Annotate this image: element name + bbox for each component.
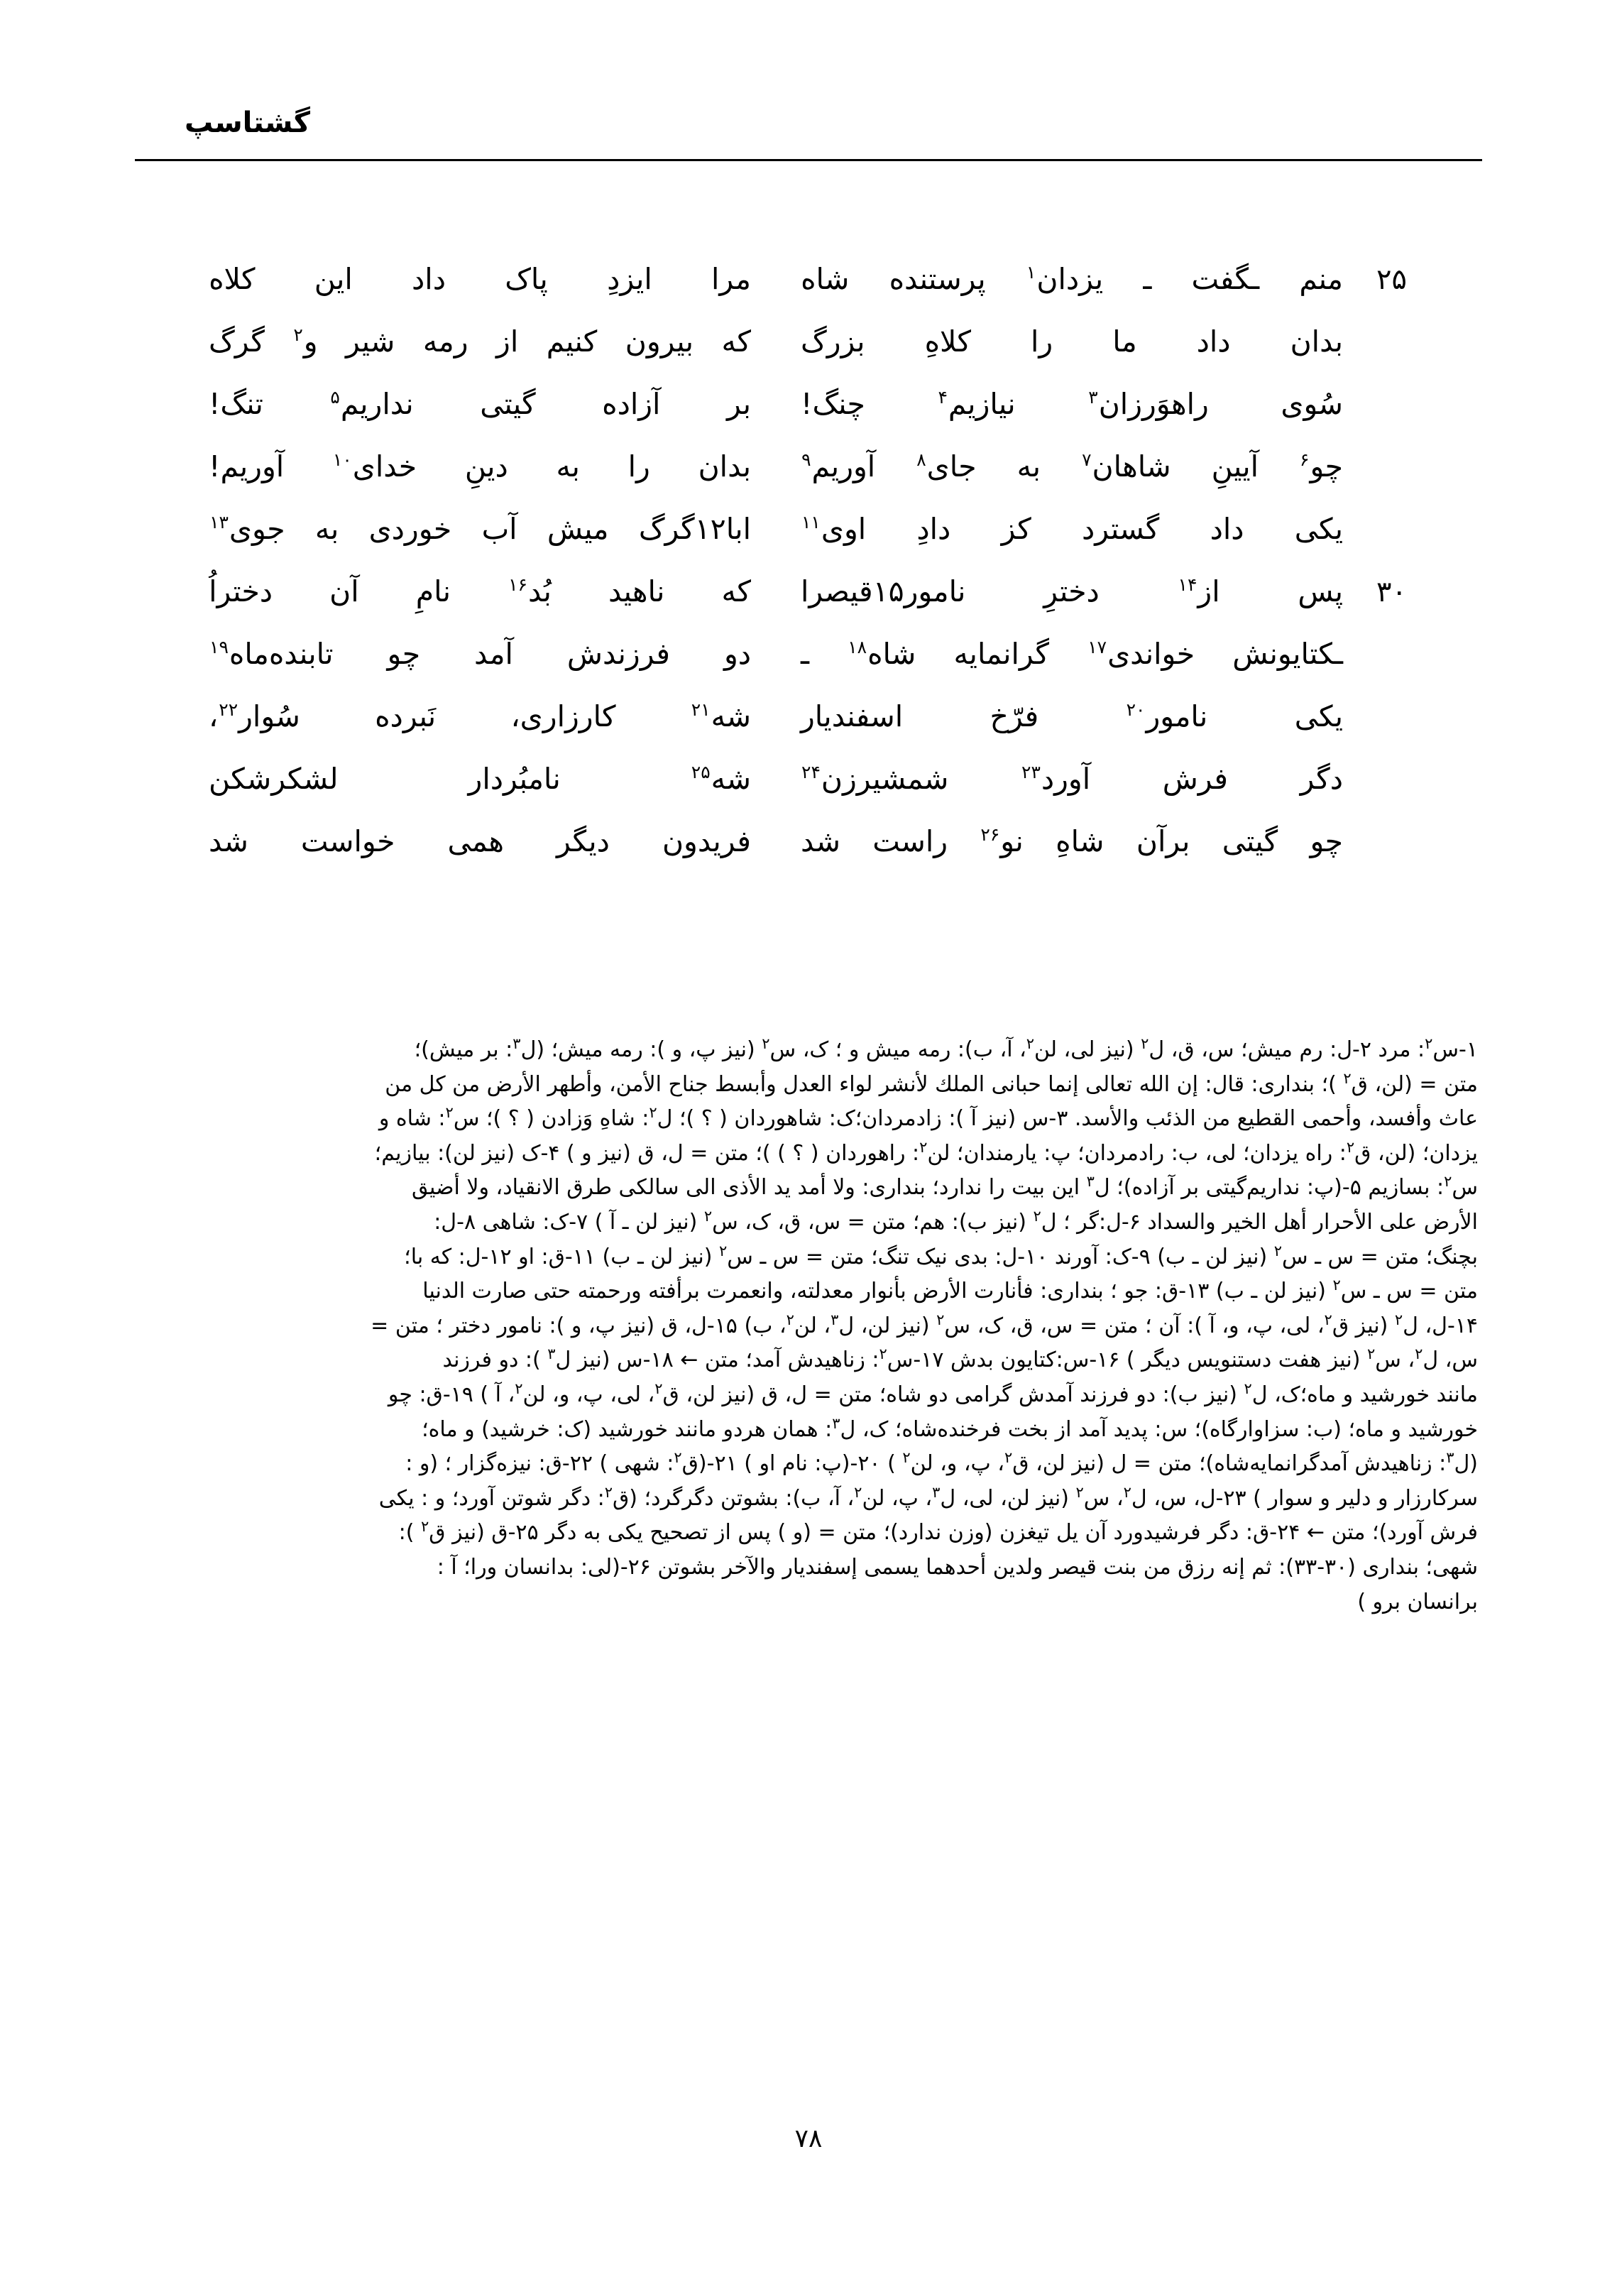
- apparatus-line: س، ل$^۲$، س$^۲$ (نیز هفت دستنویس دیگر ) ۱۶-س:کتایون بدش ۱۷-س$^۲$: زناهیدش آمد؛ متن ← ۱۸-س (نیز ل$^۳$ ): دو فرزند: [442, 1345, 1478, 1373]
- verse-line: [206, 575, 1411, 638]
- verse-word: یکی: [1294, 512, 1343, 546]
- verse-word: شاهِ: [1056, 824, 1105, 858]
- verse-word: یکی: [1294, 699, 1343, 733]
- verse-word: از: [496, 324, 519, 359]
- verse-word: دینِ: [464, 449, 508, 483]
- verse-line: [206, 388, 1411, 450]
- verse-word: گیتی: [1222, 824, 1278, 858]
- siglum-superscript: ۳: [547, 1345, 556, 1363]
- verse-word: شاهان$^۷$: [1082, 449, 1171, 483]
- verse-word: که: [721, 574, 751, 608]
- verse-word: برآن: [1136, 824, 1190, 858]
- siglum-superscript: ۳: [1086, 1173, 1095, 1191]
- verse-word: شاه: [801, 262, 850, 296]
- siglum-superscript: ۲: [902, 1449, 911, 1467]
- folio-number: ۷۸: [794, 2124, 823, 2153]
- siglum-superscript: ۳: [1446, 1449, 1454, 1467]
- hemistich-second: [206, 762, 758, 796]
- siglum-superscript: ۳: [831, 1311, 839, 1328]
- siglum-superscript: ۲: [1343, 1069, 1352, 1087]
- verse-word: آزاده: [602, 387, 661, 421]
- hemistich-second: [206, 325, 758, 359]
- verse-line: [206, 762, 1411, 825]
- verse-word: شمشیرزن$^{۲۴}$: [801, 762, 949, 796]
- verse-word: جای$^۸$: [916, 449, 977, 483]
- note-marker: ۱۰: [332, 449, 352, 471]
- hemistich-second: [206, 825, 758, 858]
- verse-word: شه$^{۲۱}$: [691, 699, 751, 733]
- verse-word: آن: [329, 574, 359, 608]
- verse-line: [206, 825, 1411, 887]
- apparatus-line: (ل$^۳$: زناهیدش آمدگرانمایه‌شاه)؛ متن = ل (نیز لن، ق$^۲$، پ، و، لن$^۲$ ) ۲۰-(پ: نام او ) ۲۱-(ق$^۲$: شهی ) ۲۲-ق: نیزه‌گزار ؛ (و :: [405, 1449, 1478, 1477]
- hemistich-first: [758, 388, 1346, 421]
- verse-word: تابنده‌ماه$^{۱۹}$: [209, 637, 334, 671]
- note-marker: ۲۳: [1021, 762, 1041, 783]
- hemistich-first: [758, 513, 1346, 546]
- siglum-superscript: ۲: [1033, 1207, 1041, 1225]
- apparatus-line: ۱-س$^۲$: مرد ۲-ل: رم میش؛ س، ق، ل$^۲$ (نیز لی، لن$^۲$، آ، ب): رمه میش و ؛ ک، س$^۲$ (نیز پ، و ): رمه میش؛ (ل$^۳$: بر میش)؛: [414, 1035, 1478, 1062]
- hemistich-second: [206, 513, 758, 546]
- verse-word: نیازیم$^۴$: [938, 387, 1016, 421]
- verse-word: گیتی: [480, 387, 536, 421]
- siglum-superscript: ۲: [1366, 1345, 1376, 1363]
- running-head-title: گشتاسپ: [185, 106, 310, 139]
- hemistich-first: [758, 638, 1346, 671]
- note-marker: ۱۴: [1178, 574, 1197, 596]
- note-marker: ۱۶: [508, 574, 527, 596]
- verse-word: اوی$^{۱۱}$: [801, 512, 867, 546]
- verse-word: چو: [387, 637, 421, 671]
- hemistich-first: [758, 762, 1346, 796]
- siglum-superscript: ۲: [445, 1104, 454, 1122]
- apparatus-line: س$^۲$: بسازیم ۵-(پ: نداریم‌گیتی بر آزاده)؛ ل$^۳$ این بیت را ندارد؛ بنداری: ولا أمد ید الأذى الى سالكى طرق الانقیاد، ولا أضیق: [411, 1173, 1478, 1201]
- verse-word: را: [627, 449, 650, 483]
- verse-word: تنگ!: [209, 387, 263, 421]
- verse-number: ۳۰: [1376, 576, 1407, 608]
- verse-word: راهوَرزان$^۳$: [1088, 387, 1209, 421]
- verse-word: ابا۱۲گرگ: [638, 512, 751, 546]
- hemistich-second: [206, 700, 758, 733]
- verse-word: آورد$^{۲۳}$: [1021, 762, 1091, 796]
- verse-word: فرّخ: [990, 699, 1039, 733]
- note-marker: ۳: [1088, 387, 1098, 408]
- note-marker: ۲۰: [1126, 699, 1146, 721]
- siglum-superscript: ۲: [654, 1379, 663, 1397]
- verse-word: بیرون: [625, 324, 694, 359]
- verse-word: شاه$^{۱۸}$: [848, 637, 916, 671]
- verse-word: خدای$^{۱۰}$: [332, 449, 417, 483]
- hemistich-second: [206, 263, 758, 296]
- siglum-superscript: ۳: [932, 1483, 941, 1501]
- note-marker: ۱۷: [1087, 637, 1107, 658]
- verse-line: [206, 450, 1411, 513]
- verse-word: سُوی: [1281, 387, 1343, 421]
- hemistich-second: [206, 388, 758, 421]
- verse-word: نامور$^{۲۰}$: [1126, 699, 1208, 733]
- verse-word: چنگ!: [801, 387, 865, 421]
- verse-word: شد: [209, 824, 248, 858]
- verse-word: بدان: [698, 449, 751, 483]
- verse-word: پس: [1298, 574, 1343, 608]
- verse-line: [206, 638, 1411, 700]
- verse-word: به: [556, 449, 580, 483]
- verse-word: فریدون: [662, 824, 751, 858]
- siglum-superscript: ۲: [421, 1518, 429, 1536]
- verse-word: شه$^{۲۵}$: [691, 762, 751, 796]
- verse-word: دیگر: [556, 824, 610, 858]
- hemistich-first: [758, 325, 1346, 359]
- verse-word: بر: [726, 387, 751, 421]
- verse-word: کز: [1001, 512, 1031, 546]
- verse-word: چو$^۶$: [1300, 449, 1343, 483]
- hemistich-first: [758, 575, 1346, 608]
- siglum-superscript: ۲: [703, 1207, 713, 1225]
- header-divider: [135, 159, 1482, 161]
- apparatus-line: خورشید و ماه؛ (ب: سزاوارگاه)؛ س: پدید آمد از بخت فرخنده‌شاه؛ ک، ل$^۳$: همان هردو مانند خورشید (ک: خرشید) و ماه؛: [422, 1414, 1478, 1442]
- note-marker: ۲۶: [980, 824, 1000, 846]
- verse-word: نامور۱۵قیصرا: [801, 574, 966, 608]
- siglum-superscript: ۲: [1415, 1345, 1423, 1363]
- apparatus-line: مانند خورشید و ماه؛ک، ل$^۲$ (نیز ب): دو فرزند آمدش گرامی دو شاه؛ متن = ل، ق (نیز لن، ق$^۲$، لی، پ، و، لن$^۲$، آ ) ۱۹-ق: چو: [388, 1379, 1478, 1407]
- note-marker: ۲: [293, 324, 303, 346]
- verse-block: [206, 263, 1411, 887]
- verse-word: پرستنده: [889, 262, 986, 296]
- hemistich-second: [206, 638, 758, 671]
- verse-word: گرگ: [209, 324, 265, 359]
- apparatus-line: برانسان برو ): [1357, 1589, 1478, 1614]
- verse-word: آب: [481, 512, 517, 546]
- note-marker: ۶: [1300, 449, 1310, 471]
- verse-word: آوریم$^۹$: [801, 449, 876, 483]
- verse-word: دادِ: [916, 512, 951, 546]
- verse-word: کلاهِ: [924, 324, 972, 359]
- siglum-superscript: ۲: [719, 1242, 728, 1259]
- apparatus-line: عاث وأفسد، وأحمى القطيع من الذئب والأسد. ۳-س (نیز آ ): زادمردان؛ک: شاهوردان ( ؟ )؛ ل$^۲$: شاهِ وَزادن ( ؟ )؛ س$^۲$: شاه و: [378, 1104, 1478, 1132]
- siglum-superscript: ۳: [832, 1414, 840, 1432]
- verse-word: کارزاری،: [510, 699, 616, 733]
- verse-word: نامِ: [415, 574, 451, 608]
- note-marker: ۱۸: [848, 637, 867, 658]
- verse-word: دخترِ: [1043, 574, 1100, 608]
- verse-word: رمه: [422, 324, 468, 359]
- apparatus-line: الأرض على الأحرار أهل الخیر والسداد ۶-ل:گر ؛ ل$^۲$ (نیز ب): هم؛ متن = س، ق، ک، س$^۲$ (نیز لن ـ آ ) ۷-ک: شاهی ۸-ل:: [434, 1207, 1478, 1235]
- verse-word: یزدان$^۱$: [1026, 262, 1104, 296]
- verse-word: چو: [1310, 824, 1343, 858]
- verse-word: خوردی: [368, 512, 452, 546]
- siglum-superscript: ۲: [1004, 1449, 1013, 1467]
- verse-word: داد: [412, 262, 446, 296]
- siglum-superscript: ۲: [1324, 1311, 1332, 1328]
- verse-word: دختراُ: [209, 574, 273, 608]
- verse-word: ناهید: [608, 574, 665, 608]
- siglum-superscript: ۲: [649, 1104, 657, 1122]
- note-marker: ۵: [330, 387, 340, 408]
- verse-word: سُوار$^{۲۲}$،: [209, 699, 300, 733]
- verse-word: از$^{۱۴}$: [1178, 574, 1220, 608]
- verse-word: بزرگ: [801, 324, 865, 359]
- note-marker: ۴: [938, 387, 948, 408]
- verse-word: دو: [723, 637, 751, 671]
- verse-word: پاک: [505, 262, 548, 296]
- siglum-superscript: ۲: [786, 1311, 794, 1328]
- note-marker: ۲۵: [691, 762, 711, 783]
- verse-word: این: [314, 262, 353, 296]
- siglum-superscript: ۲: [1075, 1483, 1084, 1501]
- verse-word: را: [1031, 324, 1053, 359]
- verse-word: ـ: [801, 637, 810, 671]
- verse-word: که: [721, 324, 751, 359]
- hemistich-first: [758, 263, 1346, 296]
- verse-word: مرا: [711, 262, 751, 296]
- note-marker: ۱۳: [209, 512, 229, 533]
- apparatus-line: شهی؛ بنداری (۳۰-۳۳): ثم إنه رزق من بنت قیصر ولدین أحدهما یسمى إسفندیار والآخر بشوتن ۲۶-(لی: بدانسان ورا؛ آ :: [437, 1554, 1478, 1580]
- verse-word: فرزندش: [566, 637, 670, 671]
- verse-word: جوی$^{۱۳}$: [209, 512, 285, 546]
- siglum-superscript: ۲: [1332, 1277, 1341, 1294]
- verse-word: ـکتایونش: [1232, 637, 1343, 671]
- hemistich-first: [758, 700, 1346, 733]
- verse-word: ایزدِ: [607, 262, 652, 296]
- siglum-superscript: ۲: [919, 1138, 928, 1156]
- apparatus-line: بچنگ؛ متن = س ـ س$^۲$ (نیز لن ـ ب) ۹-ک: آورند ۱۰-ل: بدى نیک تنگ؛ متن = س ـ س$^۲$ (نیز لن ـ ب) ۱۱-ق: او ۱۲-ل: که با؛: [404, 1242, 1478, 1269]
- verse-word: آیینِ: [1211, 449, 1259, 483]
- verse-word: شد: [801, 824, 840, 858]
- verse-word: گسترد: [1081, 512, 1160, 546]
- apparatus-line: فرش آورد)؛ متن ← ۲۴-ق: دگر فرشیدورد آن یل تیغزن (وزن ندارد)؛ متن = (و ) پس از تصحیح یکی به دگر ۲۵-ق (نیز ق$^۲$ ):: [398, 1518, 1478, 1546]
- apparatus-line: سرکارزار و دلیر و سوار ) ۲۳-ل، س، ل$^۲$، س$^۲$ (نیز لن، لی، ل$^۳$، پ، لن$^۲$، آ، ب): بشوتن دگرگرد؛ (ق$^۲$: دگر شوتن آورد؛ و : یکی: [378, 1483, 1478, 1511]
- verse-word: کنیم: [546, 324, 598, 359]
- note-marker: ۲۱: [691, 699, 711, 721]
- verse-word: میش: [547, 512, 609, 546]
- verse-word: آوریم!: [209, 449, 285, 483]
- page-header: [135, 106, 1482, 170]
- verse-line: [206, 263, 1411, 325]
- verse-number: ۲۵: [1376, 263, 1407, 296]
- siglum-superscript: ۲: [1026, 1035, 1035, 1052]
- verse-word: دگر: [1300, 762, 1343, 796]
- verse-word: شیر: [346, 324, 395, 359]
- apparatus-line: متن = س ـ س$^۲$ (نیز لن ـ ب) ۱۳-ق: جو ؛ بنداری: فأنارت الأرض بأنوار معدلته، وانعمرت برأفته ورحمته حتى صارت الدنیا: [422, 1277, 1478, 1304]
- siglum-superscript: ۲: [515, 1379, 523, 1397]
- siglum-superscript: ۲: [1141, 1035, 1149, 1052]
- verse-word: راست: [872, 824, 948, 858]
- critical-apparatus: [139, 1033, 1478, 1619]
- verse-word: به: [1016, 449, 1041, 483]
- verse-word: داد: [1196, 324, 1231, 359]
- hemistich-first: [758, 825, 1346, 858]
- verse-word: اسفندیار: [801, 699, 904, 733]
- apparatus-line: متن = (لن، ق$^۲$ )؛ بنداری: قال: إن الله تعالى إنما حبانى الملك لأنشر لواء العدل وأبسط جناح الأمن، وأطهر الأرض من كل من: [385, 1069, 1478, 1097]
- apparatus-line: یزدان؛ (لن، ق$^۲$: راه یزدان؛ لی، ب: رادمردان؛ پ: یارمندان؛ لن$^۲$: راهوردان ( ؟ ) )؛ متن = ل، ق (نیز و ) ۴-ک (نیز لن): بیازیم؛: [374, 1138, 1478, 1166]
- siglum-superscript: ۲: [854, 1483, 862, 1501]
- siglum-superscript: ۲: [879, 1345, 887, 1363]
- siglum-superscript: ۲: [604, 1483, 613, 1501]
- note-marker: ۷: [1082, 449, 1092, 471]
- note-marker: ۱: [1026, 262, 1036, 283]
- siglum-superscript: ۲: [1123, 1483, 1131, 1501]
- verse-word: به: [314, 512, 339, 546]
- verse-word: نداریم$^۵$: [330, 387, 414, 421]
- verse-word: نَبرده: [375, 699, 437, 733]
- verse-word: و$^۲$: [293, 324, 318, 359]
- siglum-superscript: ۲: [1244, 1379, 1252, 1397]
- verse-word: منم: [1299, 262, 1343, 296]
- note-marker: ۱۹: [209, 637, 229, 658]
- siglum-superscript: ۲: [762, 1035, 770, 1052]
- verse-word: گرانمایه: [953, 637, 1050, 671]
- hemistich-second: [206, 575, 758, 608]
- verse-word: خواست: [300, 824, 395, 858]
- siglum-superscript: ۲: [1394, 1311, 1403, 1328]
- verse-word: داد: [1210, 512, 1244, 546]
- verse-word: ـ: [1143, 262, 1152, 296]
- apparatus-line: ۱۴-ل، ل$^۲$ (نیز ق$^۲$، لی، پ، و، آ ): آن ؛ متن = س، ق، ک، س$^۲$ (نیز لن، ل$^۳$، لن$^۲$، ب) ۱۵-ل، ق (نیز پ، و ): نامور دختر ؛ متن =: [371, 1311, 1478, 1338]
- verse-word: ما: [1112, 324, 1137, 359]
- verse-word: نو$^{۲۶}$: [980, 824, 1024, 858]
- note-marker: ۲۲: [219, 699, 239, 721]
- verse-word: بُد$^{۱۶}$: [508, 574, 552, 608]
- note-marker: ۲۴: [801, 762, 821, 783]
- note-marker: ۸: [916, 449, 926, 471]
- verse-word: ـگفت: [1191, 262, 1260, 296]
- verse-word: فرش: [1162, 762, 1228, 796]
- verse-word: آمد: [474, 637, 513, 671]
- verse-line: [206, 325, 1411, 388]
- note-marker: ۱۱: [801, 512, 821, 533]
- siglum-superscript: ۲: [674, 1449, 682, 1467]
- siglum-superscript: ۲: [1425, 1035, 1433, 1052]
- siglum-superscript: ۲: [936, 1311, 945, 1328]
- verse-word: لشکرشکن: [209, 762, 339, 796]
- verse-word: کلاه: [209, 262, 256, 296]
- verse-word: نامبُردار: [468, 762, 561, 796]
- hemistich-first: [758, 450, 1346, 483]
- verse-line: [206, 513, 1411, 575]
- siglum-superscript: ۲: [1346, 1138, 1355, 1156]
- verse-word: بدان: [1290, 324, 1343, 359]
- verse-word: خواندی$^{۱۷}$: [1087, 637, 1195, 671]
- verse-word: همی: [447, 824, 504, 858]
- verse-line: [206, 700, 1411, 762]
- siglum-superscript: ۳: [512, 1035, 521, 1052]
- note-marker: ۹: [801, 449, 811, 471]
- siglum-superscript: ۲: [1444, 1173, 1452, 1191]
- hemistich-second: [206, 450, 758, 483]
- siglum-superscript: ۲: [1273, 1242, 1283, 1259]
